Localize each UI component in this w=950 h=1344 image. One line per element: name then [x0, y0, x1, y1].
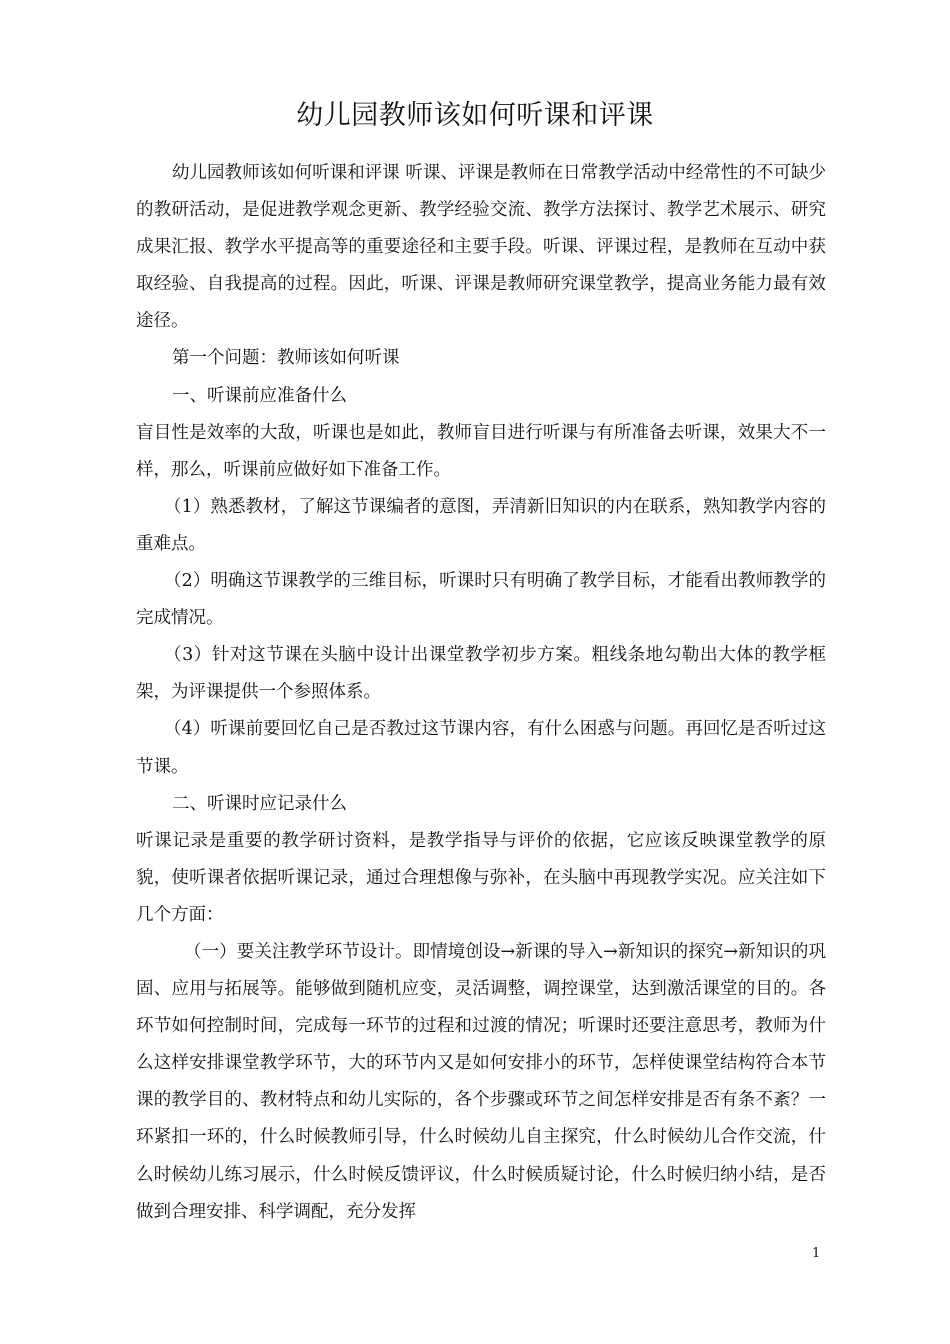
paragraph-preparation: 盲目性是效率的大敌，听课也是如此，教师盲目进行听课与有所准备去听课，效果大不一样，那么，听课前应做好如下准备工作。: [136, 422, 826, 480]
document-title: 幼儿园教师该如何听课和评课: [296, 100, 654, 131]
list-item-1: （1）熟悉教材，了解这节课编者的意图，弄清新旧知识的内在联系，熟知教学内容的重难点。: [136, 496, 826, 554]
list-item-2: （2）明确这节课教学的三维目标，听课时只有明确了教学目标，才能看出教师教学的完成情况。: [136, 571, 826, 629]
intro-paragraph: 幼儿园教师该如何听课和评课 听课、评课是教师在日常教学活动中经常性的不可缺少的教研活动，是促进教学观念更新、教学经验交流、教学方法探讨、教学艺术展示、研究成果汇报、教学水平提高等的重要途径和主要手段。听课、评课过程，是教师在互动中获取经验、自我提高的过程。因此，听课、评课是教师研究课堂教学，提高业务能力最有效途径。: [136, 163, 826, 332]
paragraph-records: 听课记录是重要的教学研讨资料，是教学指导与评价的依据，它应该反映课堂教学的原貌，使听课者依据听课记录，通过合理想像与弥补，在头脑中再现教学实况。应关注如下几个方面：: [136, 830, 826, 925]
list-item-3: （3）针对这节课在头脑中设计出课堂教学初步方案。粗线条地勾勒出大体的教学框架，为评课提供一个参照体系。: [136, 645, 826, 703]
paragraph-teaching-steps: （一）要关注教学环节设计。即情境创设→新课的导入→新知识的探究→新知识的巩固、应用与拓展等。能够做到随机应变，灵活调整，调控课堂，达到激活课堂的目的。各环节如何控制时间，完成每一环节的过程和过渡的情况；听课时还要注意思考，教师为什么这样安排课堂教学环节，大的环节内又是如何安排小的环节，怎样使课堂结构符合本节课的教学目的、教材特点和幼儿实际的，各个步骤或环节之间怎样安排是否有条不紊？一环紧扣一环的，什么时候教师引导，什么时候幼儿自主探究，什么时候幼儿合作交流，什么时候幼儿练习展示，什么时候反馈评议，什么时候质疑讨论，什么时候归纳小结，是否做到合理安排、科学调配，充分发挥: [136, 941, 826, 1222]
section-heading-question-one: 第一个问题：教师该如何听课: [172, 348, 400, 369]
subheading-before-class: 一、听课前应准备什么: [172, 385, 347, 406]
subheading-during-class: 二、听课时应记录什么: [172, 793, 347, 814]
document-body: [136, 155, 826, 1231]
page-number: 1: [812, 1246, 821, 1261]
list-item-4: （4）听课前要回忆自己是否教过这节课内容，有什么困惑与问题。再回忆是否听过这节课。: [136, 719, 826, 777]
